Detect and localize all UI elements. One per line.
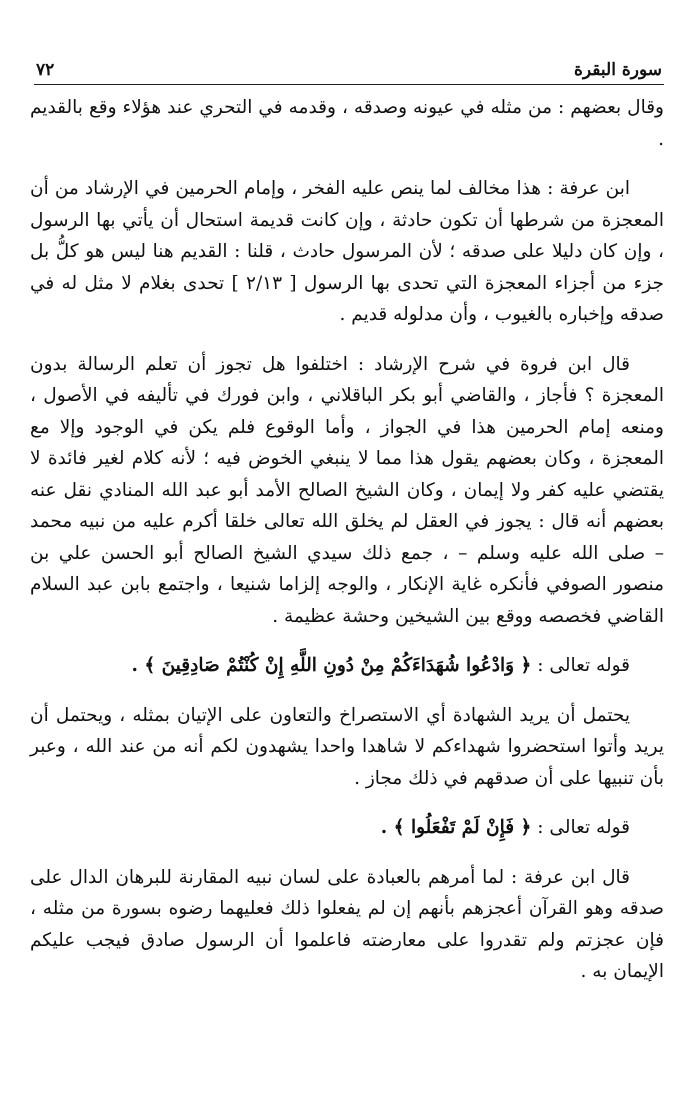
verse-intro: قوله تعالى : xyxy=(537,655,630,676)
page-number: ٧٢ xyxy=(36,60,55,80)
paragraph-1: وقال بعضهم : من مثله في عيونه وصدقه ، وقدمه في التحري عند هؤلاء وقع بالقديم . xyxy=(30,97,664,150)
verse-citation-1 xyxy=(30,650,664,682)
verse-citation-2 xyxy=(30,812,664,844)
surah-title: سورة البقرة xyxy=(574,60,662,80)
page-body xyxy=(30,92,664,1006)
paragraph-3: قال ابن فروة في شرح الإرشاد : اختلفوا هل تجوز أن تعلم الرسالة بدون المعجزة ؟ فأجاز ، والقاضي أبو بكر الباقلاني ، وابن فورك في تأليفه في الأصول ، ومنعه إمام الحرمين هذا في الجواز ، وأما الوقوع فلم يكن في الوجود وإلا مع المعجزة ، وكان بعضهم يقول هذا مما لا ينبغي الخوض فيه ؛ لأنه كلام لغير فائدة لا يقتضي عليه كفر ولا إيمان ، وكان الشيخ الصالح الأمد أبو عبد الله المنادي نقل عنه بعضهم أنه قال : يجوز في العقل لم يخلق الله تعالى خلقا أكرم عليه من نبيه محمد – صلى الله عليه وسلم – ، جمع ذلك سيدي الشيخ الصالح أبو الحسن علي بن منصور الصوفي فأنكره غاية الإنكار ، والوجه إلزاما شنيعا ، واجتمع بابن عبد السلام القاضي فخصصه ووقع بين الشيخين وحشة عظيمة . xyxy=(30,353,664,627)
quran-verse: ﴿ وَادْعُوا شُهَدَاءَكُمْ مِنْ دُونِ اللَّهِ إِنْ كُنْتُمْ صَادِقِينَ ﴾ . xyxy=(131,655,532,676)
paragraph-2: ابن عرفة : هذا مخالف لما ينص عليه الفخر ، وإمام الحرمين في الإرشاد من أن المعجزة من شرطها أن تكون حادثة ، وإن كانت قديمة استحال أن يأتي بها الرسول ، وإن كان دليلا على صدقه ؛ لأن المرسول حادث ، قلنا : القديم هنا ليس هو كلُّ بل جزء من أجزاء المعجزة التي تحدى بها الرسول [ ٢/١٣ ] تحدى بغلام لا مثل له في صدقه وإخباره بالغيوب ، وأن مدلوله قديم . xyxy=(30,178,664,325)
quran-verse: ﴿ فَإِنْ لَمْ تَفْعَلُوا ﴾ . xyxy=(380,817,532,838)
page-header xyxy=(34,56,664,85)
paragraph-5: قال ابن عرفة : لما أمرهم بالعبادة على لسان نبيه المقارنة للبرهان الدال على صدقه وهو القرآن أعجزهم بأنهم إن لم يفعلوا ذلك فعليهما رضوه بسورة من مثله ، فإن عجزتم ولم تقدروا على معارضته فاعلموا أن الرسول صادق فيجب عليكم الإيمان به . xyxy=(30,866,664,982)
verse-intro: قوله تعالى : xyxy=(537,817,630,838)
paragraph-4: يحتمل أن يريد الشهادة أي الاستصراخ والتعاون على الإتيان بمثله ، ويحتمل أن يريد وأتوا استحضروا شهداءكم لا شاهدا واحدا يشهدون لكم أنه من عند الله ، وعبر بأن تنبيها على أن صدقهم في ذلك مجاز . xyxy=(30,704,664,789)
